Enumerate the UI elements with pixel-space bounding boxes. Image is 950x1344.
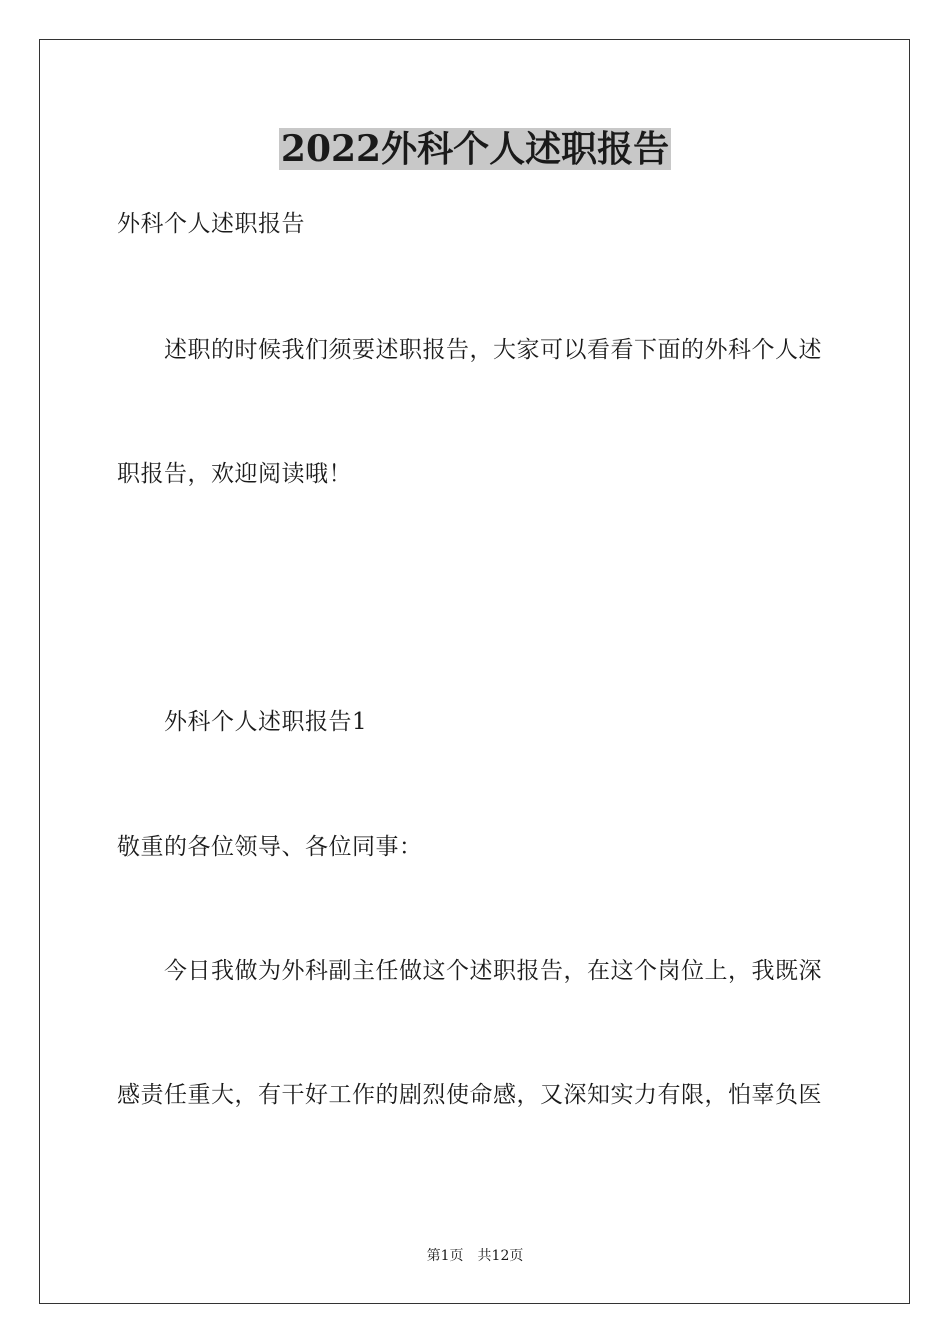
page-number-total: 共12页	[477, 1248, 524, 1264]
salutation-line: 敬重的各位领导、各位同事：	[117, 834, 423, 860]
document-title	[0, 124, 950, 174]
page-number-current: 第1页	[426, 1248, 464, 1264]
paragraph-line: 职报告，欢迎阅读哦！	[117, 461, 352, 487]
document-title-text: 2022外科个人述职报告	[280, 128, 670, 170]
paragraph-line: 感责任重大，有干好工作的剧烈使命感，又深知实力有限，怕辜负医	[117, 1082, 822, 1108]
section-heading: 外科个人述职报告1	[164, 709, 368, 735]
paragraph-line: 述职的时候我们须要述职报告，大家可以看看下面的外科个人述	[164, 337, 822, 363]
paragraph-line: 今日我做为外科副主任做这个述职报告，在这个岗位上，我既深	[164, 958, 822, 984]
subtitle-line: 外科个人述职报告	[117, 211, 305, 237]
page-footer	[0, 1246, 950, 1266]
